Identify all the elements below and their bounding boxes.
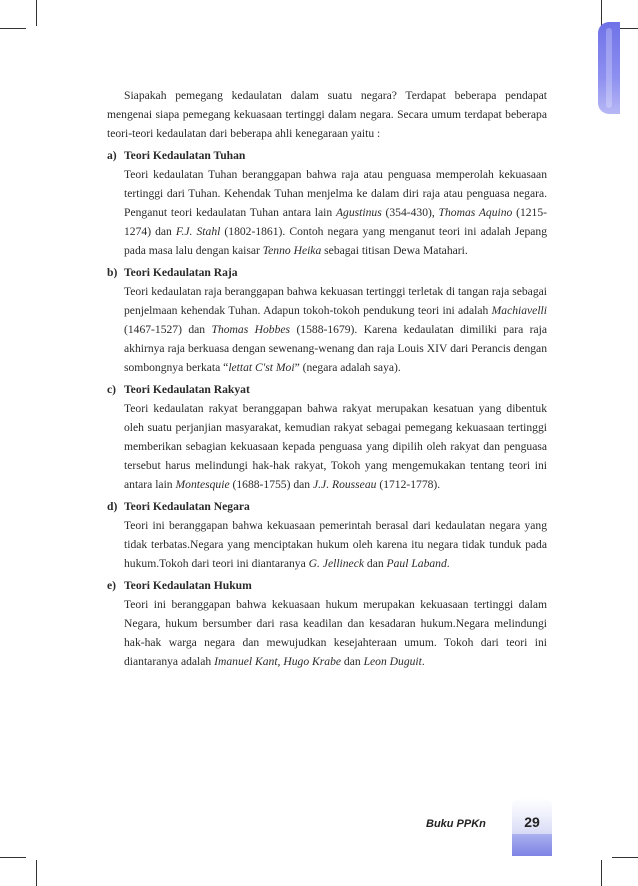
body-text: dan <box>364 557 387 570</box>
theory-section <box>107 497 547 573</box>
italic-name: Paul Laband <box>386 557 447 570</box>
crop-mark <box>36 860 37 886</box>
section-letter: b) <box>107 266 118 279</box>
body-text: sebagai titisan Dewa Matahari. <box>321 244 468 257</box>
section-letter: c) <box>107 383 117 396</box>
italic-name: lettat C'st Moi <box>228 361 295 374</box>
section-body <box>107 165 547 260</box>
body-text: (1712-1778). <box>376 478 441 491</box>
italic-name: Montesquie <box>175 478 230 491</box>
book-label: Buku PPKn <box>426 818 486 830</box>
section-heading <box>107 146 547 165</box>
section-letter: d) <box>107 500 118 513</box>
intro-paragraph: Siapakah pemegang kedaulatan dalam suatu negara? Terdapat beberapa pendapat mengenai siapa pemegang kekuasaan tertinggi dalam negara. Secara umum terdapat beberapa teori-teori kedaulatan dari beberapa ahli kenegaraan yaitu : <box>107 89 547 140</box>
section-title: Teori Kedaulatan Tuhan <box>124 149 246 162</box>
page-number: 29 <box>524 814 540 830</box>
theory-section <box>107 576 547 671</box>
body-text: Teori kedaulatan Tuhan beranggapan bahwa raja atau penguasa memperolah kekuasaan tertinggi dari Tuhan. Kehendak Tuhan menjelma ke dalam diri raja atau penguasa negara. Penganut teori kedaulatan Tuhan antara lain <box>124 168 547 219</box>
section-letter: a) <box>107 149 117 162</box>
body-text: Teori ini beranggapan bahwa kekuasaan pemerintah berasal dari kedaulatan negara yang tidak terbatas.Negara yang menciptakan hukum oleh karena itu negara tidak tunduk pada hukum.Tokoh dari teori ini diantaranya <box>124 519 547 570</box>
body-text: Teori ini beranggapan bahwa kekuasaan hukum merupakan kekuasaan tertinggi dalam Negara, hukum bersumber dari rasa keadilan dan kesadaran hukum.Negara melindungi hak-hak warga negara dan mewujudkan kesejahteraan umum. Tokoh dari teori ini diantaranya adalah <box>124 598 547 668</box>
crop-mark <box>36 0 37 26</box>
section-title: Teori Kedaulatan Hukum <box>124 579 252 592</box>
italic-name: Agustinus <box>335 206 382 219</box>
body-text: (1467-1527) dan <box>124 323 212 336</box>
crop-mark <box>601 0 602 26</box>
body-text: Teori kedaulatan raja beranggapan bahwa kekuasan tertinggi terletak di tangan raja sebagai penjelmaan kehendak Tuhan. Adapun tokoh-tokoh pendukung teori ini adalah <box>124 285 547 317</box>
italic-name: Thomas Aquino <box>438 206 513 219</box>
body-text: . <box>421 655 425 668</box>
section-heading <box>107 497 547 516</box>
body-text: (1588-1679). Karena kedaulatan dimiliki para raja akhirnya raja berkuasa dengan sewenang-wenang dan raja Louis XIV dari Perancis dengan sombongnya berkata “ <box>124 323 548 374</box>
italic-name: Thomas Hobbes <box>211 323 291 336</box>
body-text: (1802-1861). Contoh negara yang menganut teori ini adalah Jepang pada masa lalu dengan kaisar <box>124 225 547 257</box>
section-heading <box>107 576 547 595</box>
page-content <box>107 86 547 671</box>
section-letter: e) <box>107 579 117 592</box>
body-text: (354-430), <box>381 206 439 219</box>
italic-name: F.J. Stahl <box>175 225 221 238</box>
section-body <box>107 399 547 494</box>
crop-mark <box>612 857 638 858</box>
body-text: ” (negara adalah saya). <box>294 361 401 374</box>
italic-name: Leon Duguit <box>363 655 422 668</box>
italic-name: Tenno Heika <box>262 244 322 257</box>
crop-mark <box>601 860 602 886</box>
section-body <box>107 282 547 377</box>
italic-name: Imanuel Kant, Hugo Krabe <box>214 655 342 668</box>
chapter-tab <box>598 22 620 114</box>
theory-section <box>107 263 547 377</box>
body-text: . <box>446 557 450 570</box>
theory-section <box>107 380 547 494</box>
section-title: Teori Kedaulatan Raja <box>124 266 238 279</box>
italic-name: G. Jellineck <box>308 557 364 570</box>
crop-mark <box>0 857 26 858</box>
crop-mark <box>0 28 26 29</box>
section-title: Teori Kedaulatan Negara <box>124 500 250 513</box>
italic-name: J.J. Rousseau <box>313 478 377 491</box>
section-heading <box>107 263 547 282</box>
section-body <box>107 595 547 671</box>
body-text: (1215-1274) dan <box>124 206 547 238</box>
body-text: dan <box>341 655 364 668</box>
sections-list <box>107 146 547 671</box>
section-title: Teori Kedaulatan Rakyat <box>124 383 250 396</box>
section-body <box>107 516 547 573</box>
body-text: (1688-1755) dan <box>229 478 313 491</box>
italic-name: Machiavelli <box>491 304 547 317</box>
body-text: Teori kedaulatan rakyat beranggapan bahwa rakyat merupakan kesatuan yang dibentuk oleh suatu perjanjian masyarakat, kemudian rakyat sebagai pemegang kekuasaan tertinggi memberikan sebagian kekuasaan kepada penguasa yang dipilih oleh rakyat dan penguasa tersebut harus melindungi hak-hak rakyat, Tokoh yang mengemukakan tentang teori ini antara lain <box>124 402 547 491</box>
section-heading <box>107 380 547 399</box>
theory-section <box>107 146 547 260</box>
